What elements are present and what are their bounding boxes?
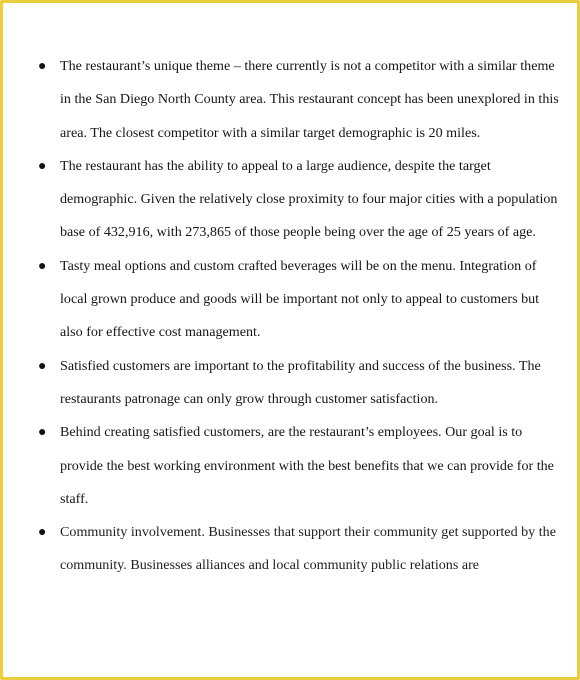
bullet-text: Tasty meal options and custom crafted beverages will be on the menu. Integration of local grown produce and goods will be important not only to appeal to customers but also for effective cost management. — [60, 257, 540, 341]
bullet-item-employees — [33, 416, 559, 516]
bullet-text: Satisfied customers are important to the profitability and success of the business. The restaurants patronage can only grow through customer satisfaction. — [60, 357, 541, 407]
bullet-item-meal-options — [33, 250, 559, 350]
bottom-fade — [3, 643, 577, 677]
bullet-text: The restaurant’s unique theme – there currently is not a competitor with a similar theme in the San Diego North County area. This restaurant concept has been unexplored in this area. The closest competitor with a similar target demographic is 20 miles. — [60, 58, 559, 141]
bullet-dot-icon: ● — [38, 525, 47, 541]
bullet-text: The restaurant has the ability to appeal to a large audience, despite the target demographic. Given the relatively close proximity to four major cities with a population base of 432,916, with 273,865 of those people being over the age of 25 years of age. — [60, 157, 558, 241]
bullet-dot-icon: ● — [38, 158, 47, 174]
document-page — [33, 50, 559, 583]
bullet-item-large-audience — [33, 150, 559, 250]
bullet-text: Behind creating satisfied customers, are the restaurant’s employees. Our goal is to provide the best working environment with the best benefits that we can provide for the staff. — [60, 424, 554, 507]
bullet-text: Community involvement. Businesses that support their community get supported by the community. Businesses alliances and local community public relations are — [60, 524, 556, 574]
bullet-dot-icon: ● — [38, 59, 47, 74]
bullet-item-satisfied-customers — [33, 350, 559, 417]
bullet-dot-icon: ● — [38, 258, 47, 274]
bullet-dot-icon: ● — [38, 358, 47, 374]
bullet-item-unique-theme — [33, 50, 559, 150]
bullet-dot-icon: ● — [38, 425, 47, 441]
bullet-item-community-involvement — [33, 516, 559, 583]
bullet-list — [33, 50, 559, 583]
